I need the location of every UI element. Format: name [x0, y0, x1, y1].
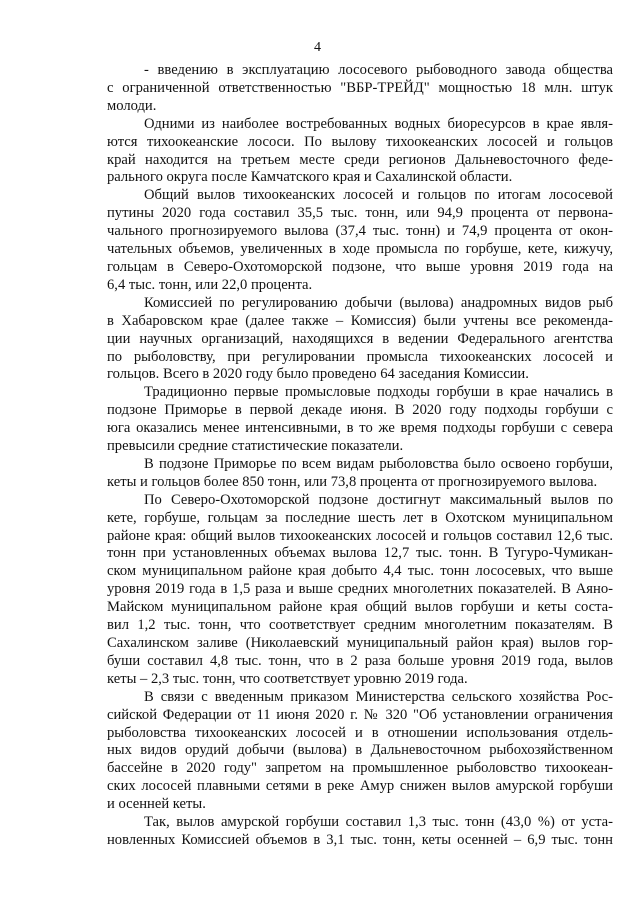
text-line: гольцам в Северо-Охотоморской подзоне, что выше уровня 2019 года на: [107, 258, 613, 275]
text-line: тонн при установленных объемах вылова 12,7 тыс. тонн. В Тугуро-Чумикан-: [107, 545, 613, 562]
text-line: молоди.: [107, 97, 157, 114]
text-line: гольцов. Всего в 2020 году было проведено 64 заседания Комиссии.: [107, 366, 529, 383]
paragraph: [107, 456, 613, 492]
paragraph: [107, 814, 613, 850]
text-line: бассейне в 2020 году" запретом на промышленное рыболовство тихоокеан-: [107, 760, 613, 777]
text-line: Традиционно первые промысловые подходы горбуши в крае начались в: [144, 384, 613, 401]
text-line: чального прогнозируемого вылова (37,4 тыс. тонн) и 74,9 процента от окон-: [107, 223, 613, 240]
text-line: ции научных организаций, находящихся в ведении Федерального агентства: [107, 330, 613, 347]
paragraph: [107, 187, 613, 294]
paragraph: [107, 492, 613, 689]
text-line: с ограниченной ответственностью "ВБР-ТРЕЙД" мощностью 18 млн. штук: [107, 79, 613, 96]
text-line: В подзоне Приморье по всем видам рыболовства было освоено горбуши,: [144, 455, 613, 472]
text-line: районе края: общий вылов тихоокеанских лососей и гольцов составил 12,6 тыс.: [107, 527, 613, 544]
paragraph: [107, 62, 613, 116]
text-line: вил 1,2 тыс. тонн, что соответствует средним многолетним показателям. В: [107, 617, 613, 634]
text-line: чательных объемов, увеличенных в ходе промысла по горбуше, кете, кижучу,: [107, 241, 613, 258]
text-line: ных видов орудий добычи (вылова) в Дальневосточном рыбохозяйственном: [107, 742, 613, 759]
paragraph: [107, 384, 613, 456]
text-line: путины 2020 года составил 35,5 тыс. тонн, или 94,9 процента от первона-: [107, 205, 613, 222]
text-line: край находится на третьем месте среди регионов Дальневосточного феде-: [107, 151, 613, 168]
text-line: и осенней кеты.: [107, 796, 206, 813]
text-line: новленных Комиссией объемов в 3,1 тыс. тонн, кеты осенней – 6,9 тыс. тонн: [107, 831, 613, 848]
paragraph: [107, 295, 613, 385]
text-line: ском муниципальном районе края добыто 4,4 тыс. тонн лососевых, что выше: [107, 563, 613, 580]
text-line: кеты и гольцов более 850 тонн, или 73,8 процента от прогнозируемого вылова.: [107, 473, 598, 490]
text-line: рыболовства тихоокеанских лососей и в отношении использования отдель-: [107, 724, 613, 741]
text-line: - введению в эксплуатацию лососевого рыбоводного завода общества: [144, 62, 613, 78]
text-line: По Северо-Охотоморской подзоне достигнут максимальный вылов по: [144, 491, 613, 508]
text-line: подзоне Приморье в первой декаде июня. В 2020 году подходы горбуши с: [107, 402, 613, 419]
text-line: В связи с введенным приказом Министерства сельского хозяйства Рос-: [144, 688, 613, 705]
text-line: сийской Федерации от 11 июня 2020 г. № 320 "Об установлении ограничения: [107, 706, 613, 723]
text-line: кеты – 2,3 тыс. тонн, что соответствует уровню 2019 года.: [107, 670, 468, 687]
text-line: рального округа после Камчатского края и Сахалинской области.: [107, 169, 513, 186]
text-line: превысили средние статистические показатели.: [107, 438, 404, 455]
paragraph: [107, 689, 613, 814]
text-line: 6,4 тыс. тонн, или 22,0 процента.: [107, 276, 313, 293]
text-line: Одними из наиболее востребованных водных биоресурсов в крае явля-: [144, 115, 613, 132]
text-line: ских лососей плавными сетями в реке Амур снижен вылов амурской горбуши: [107, 778, 613, 795]
text-line: Общий вылов тихоокеанских лососей и гольцов по итогам лососевой: [144, 187, 613, 204]
paragraph: [107, 116, 613, 188]
page-number: 4: [314, 40, 321, 55]
text-line: кете, горбуше, гольцам за последние шесть лет в Охотском муниципальном: [107, 509, 613, 526]
text-line: Так, вылов амурской горбуши составил 1,3 тыс. тонн (43,0 %) от уста-: [144, 814, 613, 831]
text-line: Комиссией по регулированию добычи (вылова) анадромных видов рыб: [144, 294, 613, 311]
text-line: по рыболовству, при регулировании промысла тихоокеанских лососей и: [107, 348, 613, 365]
text-line: ются тихоокеанские лососи. По вылову тихоокеанских лососей и гольцов: [107, 133, 613, 150]
text-line: Сахалинском заливе (Николаевский муниципальный район края) вылов гор-: [107, 635, 613, 651]
text-line: уровня 2019 года в 1,5 раза и выше средних многолетних показателей. В Аяно-: [107, 581, 613, 598]
text-line: юга оказались менее интенсивными, в то же время подходы горбуши с севера: [107, 420, 613, 437]
text-line: буши составил 4,8 тыс. тонн, что в 2 раза больше уровня 2019 года, вылов: [107, 652, 613, 669]
document-body: [107, 62, 613, 850]
text-line: в Хабаровском крае (далее также – Комиссия) были учтены все рекоменда-: [107, 312, 613, 329]
text-line: Майском муниципальном районе края общий вылов горбуши и кеты соста-: [107, 599, 613, 616]
